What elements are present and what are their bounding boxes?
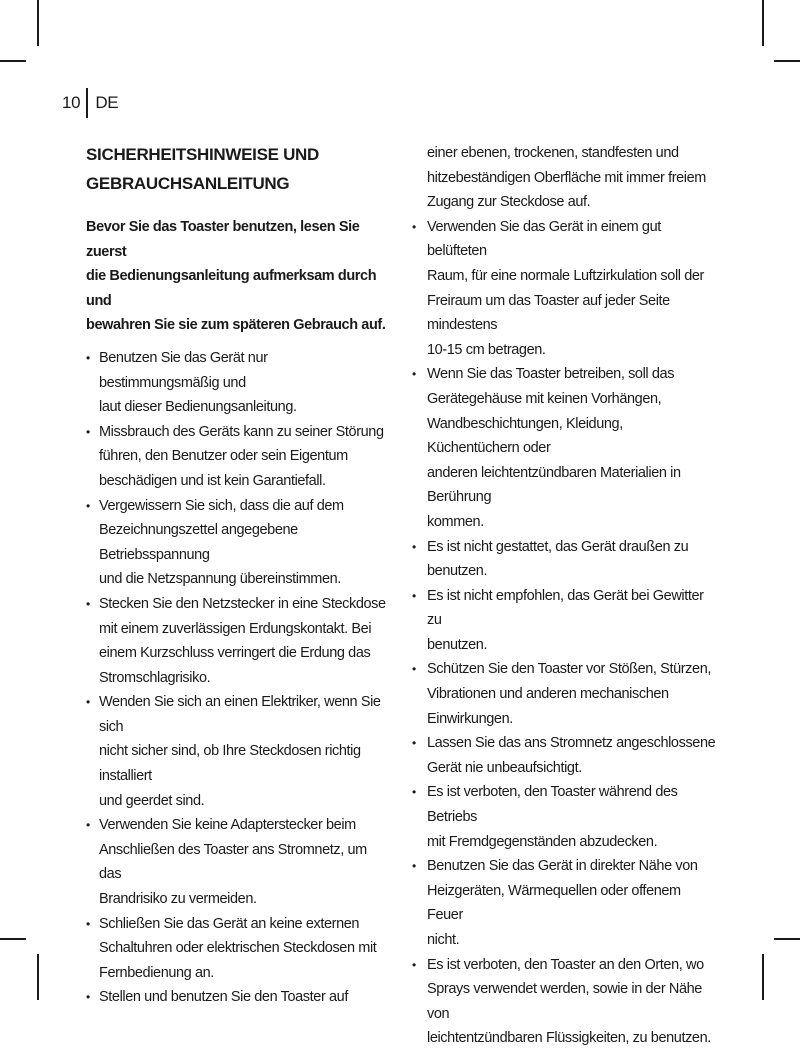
continued-list-item-text: einer ebenen, trockenen, standfesten und hitzebeständigen Oberfläche mit immer freiem Zugang zur Steckdose auf.: [427, 145, 706, 211]
list-item: • Wenden Sie sich an einen Elektriker, wenn Sie sich nicht sicher sind, ob Ihre Steckdosen richtig installiert und geerdet sind.: [86, 690, 391, 813]
list-item: • Es ist verboten, den Toaster an den Orten, wo Sprays verwendet werden, sowie in der Nähe von leichtentzündbaren Flüssigkeiten, zu benutzen.: [410, 953, 718, 1051]
list-item: • Verwenden Sie das Gerät in einem gut belüfteten Raum, für eine normale Luftzirkulation soll der Freiraum um das Toaster auf jeder Seite mindestens 10-15 cm betragen.: [410, 215, 718, 363]
crop-mark-top-right-horizontal: [774, 60, 800, 62]
crop-mark-top-right-vertical: [762, 0, 764, 46]
left-column: [86, 140, 391, 1010]
list-item: • Stecken Sie den Netzstecker in eine Steckdose mit einem zuverlässigen Erdungskontakt. Bei einem Kurzschluss verringert die Erdung das Stromschlagrisiko.: [86, 592, 391, 690]
list-item: • Es ist nicht empfohlen, das Gerät bei Gewitter zu benutzen.: [410, 584, 718, 658]
list-item: • Benutzen Sie das Gerät nur bestimmungsmäßig und laut dieser Bedienungsanleitung.: [86, 346, 391, 420]
intro-paragraph: Bevor Sie das Toaster benutzen, lesen Sie zuerst die Bedienungsanleitung aufmerksam durch und bewahren Sie sie zum späteren Gebrauch auf.: [86, 219, 386, 334]
list-item: • Stellen und benutzen Sie den Toaster auf: [86, 985, 391, 1010]
list-item: • Benutzen Sie das Gerät in direkter Nähe von Heizgeräten, Wärmequellen oder offenem Feuer nicht.: [410, 854, 718, 952]
right-column: [410, 140, 718, 1051]
crop-mark-bottom-right-vertical: [762, 954, 764, 1000]
list-item: • Lassen Sie das ans Stromnetz angeschlossene Gerät nie unbeaufsichtigt.: [410, 731, 718, 780]
list-item: • Es ist verboten, den Toaster während des Betriebs mit Fremdgegenständen abzudecken.: [410, 780, 718, 854]
list-item: • Verwenden Sie keine Adapterstecker beim Anschließen des Toaster ans Stromnetz, um das Brandrisiko zu vermeiden.: [86, 813, 391, 911]
language-code: DE: [95, 93, 119, 112]
list-item: • Schützen Sie den Toaster vor Stößen, Stürzen, Vibrationen und anderen mechanischen Einwirkungen.: [410, 657, 718, 731]
list-item: • Schließen Sie das Gerät an keine externen Schaltuhren oder elektrischen Steckdosen mit Fernbedienung an.: [86, 912, 391, 986]
crop-mark-bottom-right-horizontal: [774, 938, 800, 940]
crop-mark-top-left-horizontal: [0, 60, 26, 62]
list-item: • Wenn Sie das Toaster betreiben, soll das Gerätegehäuse mit keinen Vorhängen, Wandbeschichtungen, Kleidung, Küchentüchern oder anderen leichtentzündbaren Materialien in Berührung kommen.: [410, 362, 718, 534]
list-item: • Vergewissern Sie sich, dass die auf dem Bezeichnungszettel angegebene Betriebsspannung und die Netzspannung übereinstimmen.: [86, 494, 391, 592]
crop-mark-top-left-vertical: [37, 0, 39, 46]
page-number: 10: [62, 93, 81, 112]
crop-mark-bottom-left-horizontal: [0, 938, 26, 940]
list-item: • Missbrauch des Geräts kann zu seiner Störung führen, den Benutzer oder sein Eigentum beschädigen und ist kein Garantiefall.: [86, 420, 391, 494]
list-item: • Es ist nicht gestattet, das Gerät draußen zu benutzen.: [410, 535, 718, 584]
page-header: [62, 88, 118, 118]
safety-list-right: [410, 215, 718, 1051]
header-divider: [86, 88, 88, 118]
safety-list-left: [86, 346, 391, 1010]
crop-mark-bottom-left-vertical: [37, 954, 39, 1000]
section-title: SICHERHEITSHINWEISE UND GEBRAUCHSANLEITUNG: [86, 145, 320, 193]
